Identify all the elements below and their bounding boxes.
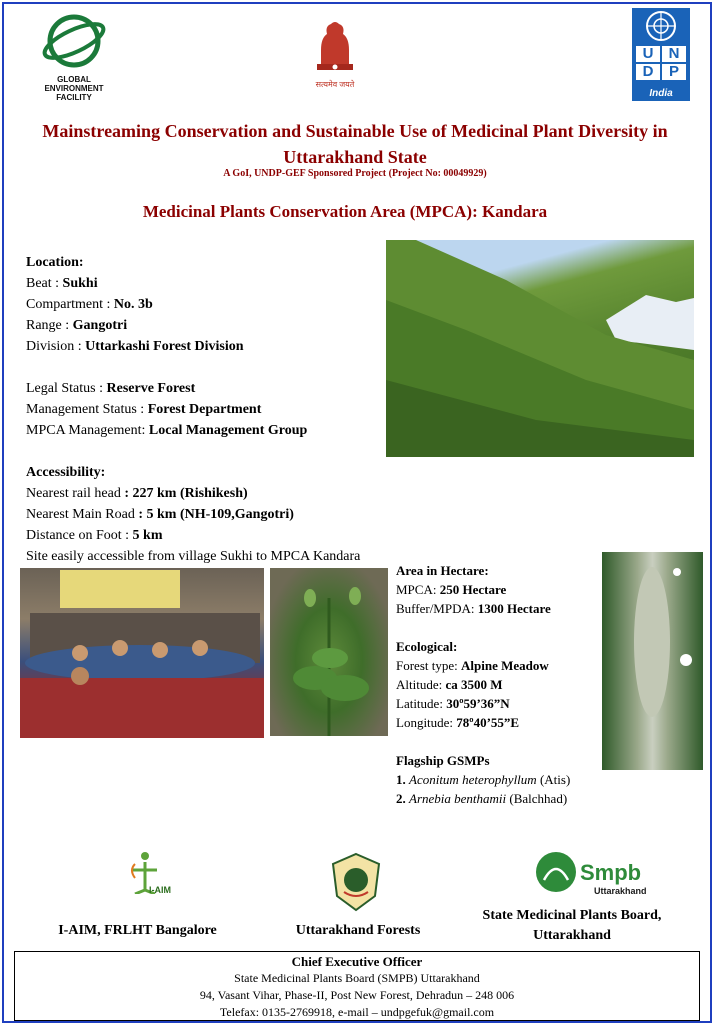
area-heading: Area in Hectare: (396, 563, 489, 578)
altitude-row (396, 675, 570, 694)
undp-letter-n: N (662, 46, 686, 62)
mpca-mgmt-label: MPCA Management: (26, 423, 149, 438)
altitude-label: Altitude: (396, 677, 446, 692)
division-row (26, 336, 360, 357)
undp-country: India (649, 88, 673, 99)
compartment-label: Compartment : (26, 297, 114, 312)
mpca-mgmt-value: Local Management Group (148, 423, 308, 438)
mpca-title: Medicinal Plants Conservation Area (MPCA): Kandara (142, 202, 548, 221)
gef-text-2: ENVIRONMENT (44, 84, 104, 93)
foot-value: 5 km (132, 528, 163, 543)
ecological-heading: Ecological: (396, 639, 458, 654)
beat-label: Beat : (26, 276, 63, 291)
flagship-2-num: 2. (396, 791, 409, 806)
mgmt-label: Management Status : (26, 402, 148, 417)
arnebia-plant-photo (602, 552, 703, 770)
range-row (26, 315, 360, 336)
foot-label: Distance on Foot : (26, 528, 133, 543)
buffer-value: 1300 Hectare (477, 601, 551, 616)
compartment-value: No. 3b (113, 297, 153, 312)
un-laurel-icon (632, 9, 690, 43)
globe-icon (39, 8, 109, 70)
community-group-image (20, 568, 264, 738)
project-subtitle: A GoI, UNDP-GEF Sponsored Project (Project No: 00049929) (223, 168, 487, 179)
mountain-meadow-image (386, 240, 694, 457)
rail-row (26, 483, 360, 504)
emblem-motto: सत्यमेव जयते (315, 80, 355, 89)
smpb-logo-text: Smpb (580, 860, 642, 885)
emblem-icon (313, 20, 357, 74)
undp-letter-p: P (662, 64, 686, 80)
division-label: Division : (26, 339, 86, 354)
location-info (26, 252, 360, 567)
road-label: Nearest Main Road (26, 507, 139, 522)
gef-text-3: FACILITY (56, 93, 92, 102)
landscape-photo (386, 240, 694, 457)
range-value: Gangotri (72, 318, 128, 333)
mgmt-row (26, 399, 360, 420)
flagship-1-name: Aconitum heterophyllum (409, 772, 537, 787)
flagship-2-local: (Balchhad) (506, 791, 568, 806)
buffer-label: Buffer/MPDA: (396, 601, 478, 616)
group-photo (20, 568, 264, 738)
road-row (26, 504, 360, 525)
division-value: Uttarkashi Forest Division (85, 339, 244, 354)
project-title: Mainstreaming Conservation and Sustainable Use of Medicinal Plant Diversity in Uttarakhand State (42, 121, 668, 167)
forest-label: Forest type: (396, 658, 461, 673)
foot-row (26, 525, 360, 546)
plant-spike-image (602, 552, 703, 770)
aconitum-plant-photo (270, 568, 388, 736)
smpb-label: State Medicinal Plants Board, Uttarakhand (482, 908, 662, 943)
forest-emblem-icon (329, 852, 383, 912)
contact-box (14, 951, 700, 1021)
longitude-row (396, 713, 570, 732)
uk-forests-logo (328, 852, 384, 914)
mpca-area-value: 250 Hectare (439, 582, 507, 597)
iaim-logo-text: I-AIM (149, 885, 171, 895)
beat-row (26, 273, 360, 294)
access-note: Site easily accessible from village Sukhi to MPCA Kandara (26, 549, 361, 564)
mgmt-value: Forest Department (147, 402, 262, 417)
longitude-label: Longitude: (396, 715, 457, 730)
iaim-label: I-AIM, FRLHT Bangalore (58, 923, 217, 938)
gef-logo (34, 8, 114, 104)
road-value: : 5 km (NH-109,Gangotri) (138, 507, 294, 522)
range-label: Range : (26, 318, 73, 333)
rail-value: : 227 km (Rishikesh) (124, 486, 248, 501)
contact-line-1: State Medicinal Plants Board (SMPB) Uttarakhand (234, 971, 480, 985)
smpb-logo-sub: Uttarakhand (594, 886, 647, 896)
undp-logo (632, 8, 690, 101)
rail-label: Nearest rail head (26, 486, 125, 501)
altitude-value: ca 3500 M (445, 677, 503, 692)
mpca-area-label: MPCA: (396, 582, 440, 597)
legal-row (26, 378, 360, 399)
undp-letter-u: U (636, 46, 660, 62)
latitude-value: 30º59’36”N (446, 696, 510, 711)
location-heading: Location: (26, 255, 84, 270)
iaim-logo (110, 850, 180, 910)
national-emblem-logo (305, 20, 365, 88)
flagship-heading: Flagship GSMPs (396, 753, 490, 768)
plant-image (270, 568, 388, 736)
accessibility-heading: Accessibility: (26, 465, 106, 480)
legal-value: Reserve Forest (106, 381, 196, 396)
contact-title: Chief Executive Officer (291, 954, 423, 969)
mpca-area-row (396, 580, 570, 599)
undp-letter-d: D (636, 64, 660, 80)
uk-forests-label: Uttarakhand Forests (295, 923, 421, 938)
latitude-label: Latitude: (396, 696, 447, 711)
buffer-row (396, 599, 570, 618)
contact-line-3: Telefax: 0135-2769918, e-mail – undpgefuk@gmail.com (219, 1005, 495, 1019)
smpb-emblem-icon (534, 846, 654, 902)
forest-value: Alpine Meadow (461, 658, 549, 673)
flagship-item-1 (396, 770, 570, 789)
mpca-mgmt-row (26, 420, 360, 441)
flagship-item-2 (396, 789, 570, 808)
gef-text-1: GLOBAL (57, 75, 91, 84)
forest-row (396, 656, 570, 675)
flagship-1-local: (Atis) (536, 772, 571, 787)
flagship-2-name: Arnebia benthamii (409, 791, 507, 806)
beat-value: Sukhi (62, 276, 98, 291)
compartment-row (26, 294, 360, 315)
latitude-row (396, 694, 570, 713)
site-details (396, 561, 570, 808)
smpb-logo (534, 846, 654, 902)
longitude-value: 78º40’55”E (456, 715, 520, 730)
flagship-1-num: 1. (396, 772, 409, 787)
legal-label: Legal Status : (26, 381, 107, 396)
contact-line-2: 94, Vasant Vihar, Phase-II, Post New Forest, Dehradun – 248 006 (199, 988, 515, 1002)
